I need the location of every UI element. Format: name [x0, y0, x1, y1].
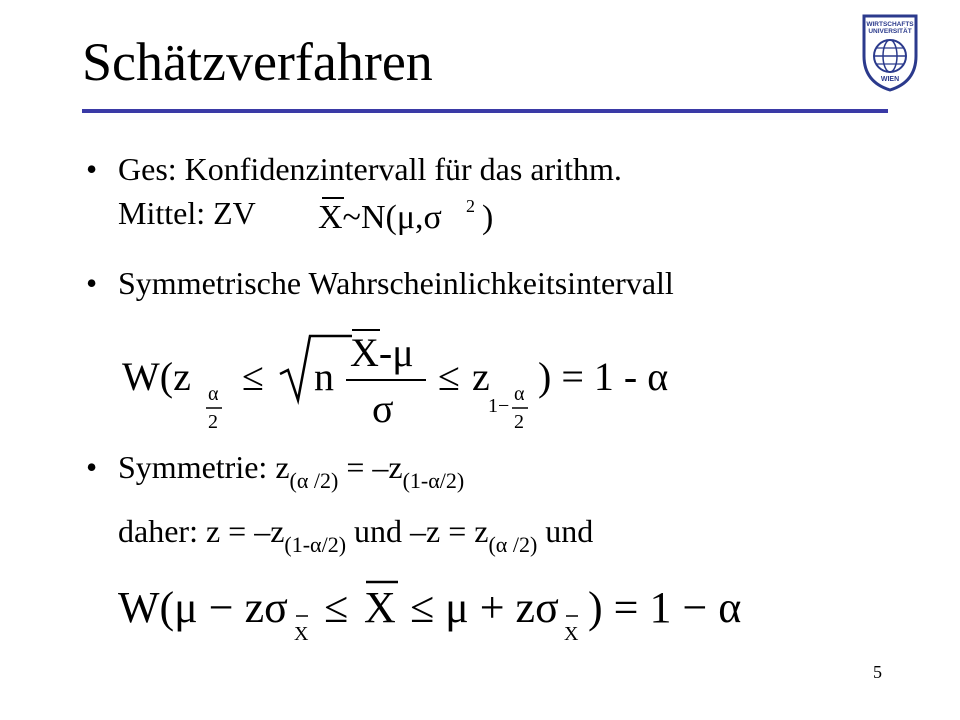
- svg-text:X: X: [364, 583, 396, 632]
- svg-text:WIEN: WIEN: [880, 76, 900, 83]
- daher-text-1: daher: z = –z: [118, 513, 285, 549]
- svg-text:≤: ≤: [438, 354, 460, 399]
- svg-text:σ: σ: [372, 386, 394, 431]
- svg-text:WIRTSCHAFTS: WIRTSCHAFTS: [866, 21, 914, 28]
- svg-text:α: α: [514, 383, 525, 405]
- symmetrie-subscript-2: (1-α/2): [402, 468, 465, 493]
- bullet-marker: •: [86, 449, 98, 485]
- svg-text:X-μ: X-μ: [350, 330, 414, 375]
- page-number: 5: [873, 662, 882, 682]
- bullet-2-text: Symmetrische Wahrscheinlichkeitsintervall: [118, 265, 674, 301]
- svg-text:W(μ − zσ: W(μ − zσ: [118, 583, 288, 632]
- daher-subscript-1: (1-α/2): [284, 532, 347, 557]
- svg-text:) = 1 − α: ) = 1 − α: [588, 583, 742, 632]
- daher-subscript-2: (α /2): [488, 532, 538, 557]
- formula-probability-interval: [118, 318, 698, 443]
- svg-text:≤: ≤: [324, 583, 349, 632]
- svg-text:≤: ≤: [242, 354, 264, 399]
- university-logo: [858, 12, 922, 92]
- title-underline: [82, 109, 888, 113]
- svg-text:2: 2: [208, 411, 218, 433]
- svg-text:) = 1 - α: ) = 1 - α: [538, 354, 669, 399]
- svg-text:z: z: [472, 354, 490, 399]
- slide-title: Schätzverfahren: [82, 32, 433, 92]
- daher-line: [118, 512, 594, 557]
- formula-normal-distribution: [316, 190, 516, 245]
- svg-text:UNIVERSITÄT: UNIVERSITÄT: [868, 28, 912, 35]
- svg-text:X: X: [294, 623, 309, 645]
- daher-text-3: und: [537, 513, 594, 549]
- svg-text:≤ μ + zσ: ≤ μ + zσ: [410, 583, 559, 632]
- bullet-marker: •: [86, 265, 98, 301]
- svg-text:X: X: [564, 623, 579, 645]
- bullet-1-line-2: Mittel: ZV: [118, 195, 256, 231]
- svg-text:1−: 1−: [488, 395, 510, 417]
- bullet-3-text: [118, 448, 465, 493]
- symmetrie-subscript-1: (α /2): [289, 468, 339, 493]
- svg-text:n: n: [314, 354, 334, 399]
- svg-text:X~N(μ,σ: X~N(μ,σ: [318, 199, 442, 236]
- svg-text:2: 2: [466, 196, 475, 216]
- svg-text:): ): [482, 199, 494, 236]
- svg-text:W(z: W(z: [122, 354, 191, 399]
- formula-confidence-interval: [118, 568, 758, 653]
- bullet-1-line-1: Ges: Konfidenzintervall für das arithm.: [118, 151, 622, 187]
- daher-text-2: und –z = z: [346, 513, 489, 549]
- bullet-marker: •: [86, 151, 98, 187]
- symmetrie-prefix: Symmetrie:: [118, 449, 276, 485]
- symmetrie-middle: = –z: [338, 449, 403, 485]
- university-seal-icon: [858, 12, 922, 92]
- svg-text:2: 2: [514, 411, 524, 433]
- symmetrie-z: z: [275, 449, 290, 485]
- svg-text:α: α: [208, 383, 219, 405]
